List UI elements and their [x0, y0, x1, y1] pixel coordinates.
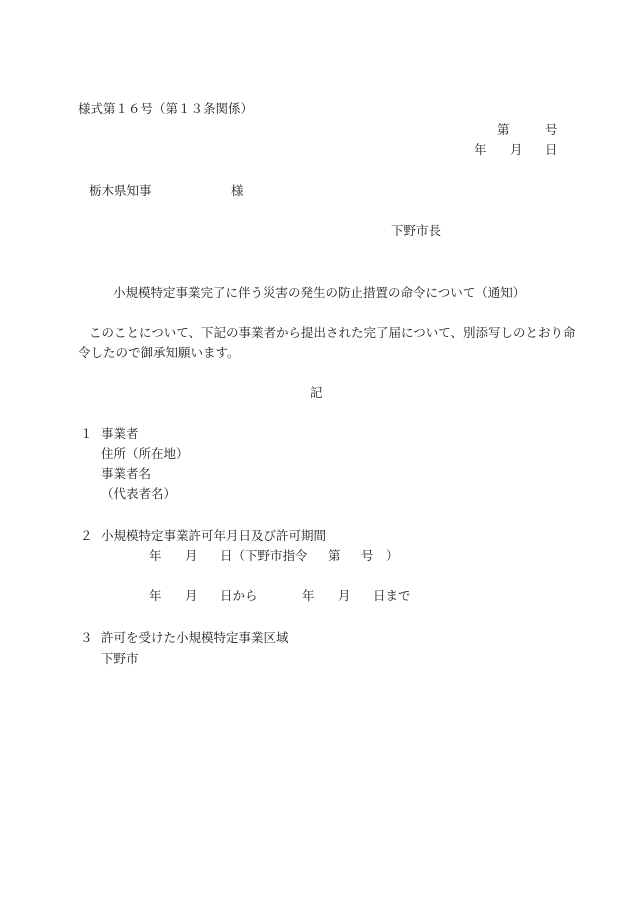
- period-from-day: 日から: [220, 588, 258, 603]
- doc-date-day: 日: [545, 142, 558, 157]
- permit-date-day: 日（下野市指令: [220, 548, 308, 563]
- permit-go: 号 ）: [361, 548, 399, 563]
- section3-number: ３: [80, 630, 93, 645]
- addressee-name: 栃木県知事: [89, 183, 152, 198]
- permit-date-month: 月: [185, 548, 198, 563]
- section1-number: １: [80, 426, 93, 441]
- permit-dai: 第: [328, 548, 341, 563]
- addressee-honorific: 様: [231, 183, 244, 198]
- section3-heading: 許可を受けた小規模特定事業区域: [101, 630, 289, 645]
- form-label: 様式第１６号（第１３条関係）: [78, 101, 254, 116]
- doc-date-year: 年: [474, 142, 487, 157]
- section1-rep-label: （代表者名）: [101, 486, 177, 501]
- period-to-year: 年: [302, 588, 315, 603]
- ki-heading: 記: [310, 385, 323, 400]
- body-line-1: このことについて、下記の事業者から提出された完了届について、別添写しのとおり命: [89, 325, 576, 340]
- sender-name: 下野市長: [391, 223, 442, 238]
- doc-number-go: 号: [545, 122, 558, 137]
- section2-heading: 小規模特定事業許可年月日及び許可期間: [101, 528, 327, 543]
- period-to-month: 月: [338, 588, 351, 603]
- section1-name-label: 事業者名: [101, 466, 152, 481]
- doc-number-dai: 第: [497, 122, 510, 137]
- period-to-day: 日まで: [373, 588, 411, 603]
- section2-number: ２: [80, 528, 93, 543]
- body-line-2: 令したので御承知願います。: [78, 345, 240, 360]
- document-title: 小規模特定事業完了に伴う災害の発生の防止措置の命令について（通知）: [113, 285, 526, 300]
- section1-heading: 事業者: [101, 426, 139, 441]
- doc-date-month: 月: [510, 142, 523, 157]
- period-from-month: 月: [185, 588, 198, 603]
- section3-area: 下野市: [101, 651, 139, 666]
- section1-address-label: 住所（所在地）: [101, 446, 189, 461]
- period-from-year: 年: [149, 588, 162, 603]
- permit-date-year: 年: [149, 548, 162, 563]
